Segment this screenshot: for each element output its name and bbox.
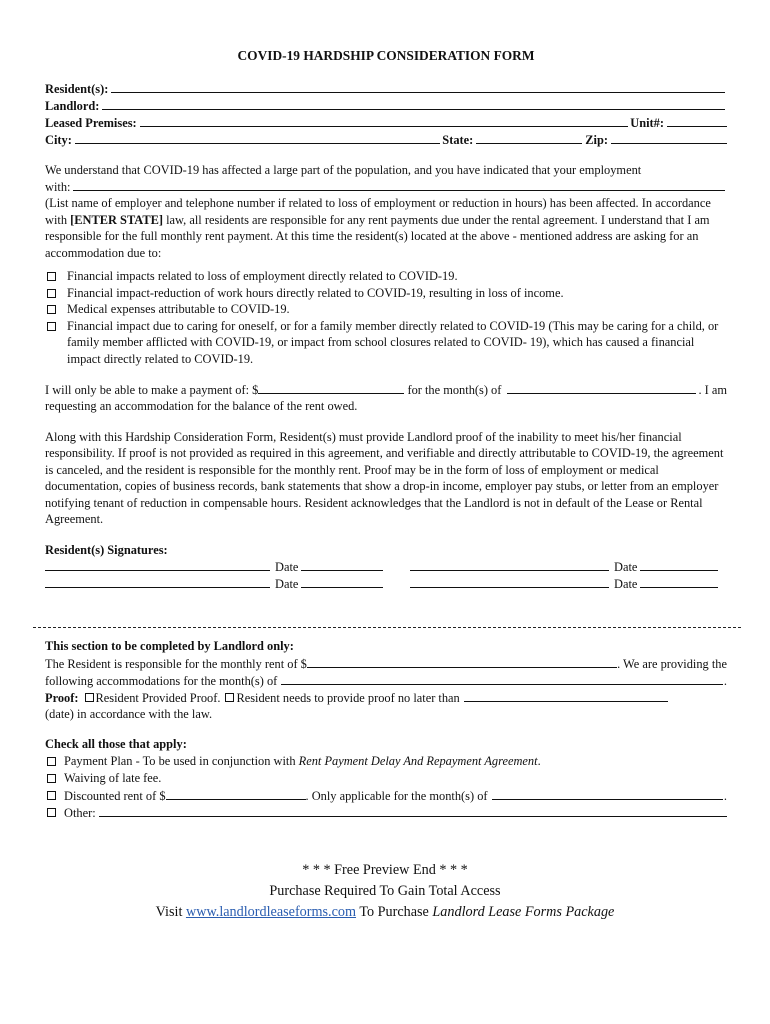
zip-field[interactable] bbox=[611, 131, 727, 144]
proof-paragraph: Along with this Hardship Consideration Form, Resident(s) must provide Landlord proof of the inability to meet his/her financial responsibility. If proof is not provided as required in this agreement, and verifiable and directly attributable to COVID-19, the agreement is canceled, and the resident is responsible for the monthly rent. Proof may be in the form of loss of employment or medical documentation, copies of business records, bank statements that show a drop-in income, employer pay stubs, or letter from an employer notifying tenant of reduction in compensable hours. Resident acknowledges that the Landlord is not in default of the Lease or Rental Agreement. bbox=[45, 429, 724, 526]
checkbox[interactable] bbox=[47, 322, 56, 331]
date-label: Date bbox=[275, 576, 299, 591]
to-purchase-text: To Purchase bbox=[356, 904, 433, 920]
payment-months-field[interactable] bbox=[507, 381, 696, 394]
employer-field[interactable] bbox=[73, 178, 725, 191]
date-field[interactable] bbox=[301, 558, 383, 571]
date-field[interactable] bbox=[301, 575, 383, 588]
date-label: Date bbox=[614, 576, 638, 591]
proof-provided-checkbox[interactable] bbox=[85, 693, 94, 702]
date-label: Date bbox=[275, 560, 299, 574]
visit-text: Visit bbox=[155, 904, 186, 920]
header-fields bbox=[45, 80, 727, 148]
late-fee-checkbox[interactable] bbox=[47, 774, 56, 783]
signatures-section bbox=[45, 542, 727, 592]
signature-column-left bbox=[45, 558, 390, 591]
landlord-label: Landlord: bbox=[45, 98, 100, 113]
with-label: with: bbox=[45, 180, 71, 194]
landlord-field[interactable] bbox=[102, 97, 725, 110]
accommodation-months-field[interactable] bbox=[281, 672, 723, 685]
monthly-rent-row bbox=[45, 655, 727, 672]
proof-row bbox=[45, 689, 727, 706]
proof-deadline-field[interactable] bbox=[464, 689, 668, 702]
payment-text1: I will only be able to make a payment of: $ bbox=[45, 383, 259, 397]
signature-row bbox=[45, 575, 390, 592]
unit-field[interactable] bbox=[667, 114, 727, 127]
repayment-agreement-title: Rent Payment Delay And Repayment Agreement bbox=[298, 753, 538, 768]
leased-premises-label: Leased Premises: bbox=[45, 115, 137, 130]
checkbox[interactable] bbox=[47, 305, 56, 314]
purchase-required-notice: Purchase Required To Gain Total Access bbox=[269, 883, 501, 899]
other-row bbox=[45, 804, 727, 821]
hardship-item-text: Financial impact due to caring for oneself, or for a family member directly related to COVID-19 (This may be caring for a child, or family member afflicted with COVID-19, or impact from school closures related to COVID- 19), which has caused a financial impact directly related to COVID-19. bbox=[67, 318, 719, 366]
other-label: Other: bbox=[64, 805, 96, 820]
check-all-heading: Check all those that apply: bbox=[45, 737, 187, 751]
payment-plan-text-b: . bbox=[537, 753, 541, 768]
signature-row bbox=[45, 558, 390, 575]
payment-plan-checkbox[interactable] bbox=[47, 757, 56, 766]
hardship-item-text: Financial impact-reduction of work hours directly related to COVID-19, resulting in loss of income. bbox=[67, 285, 564, 300]
rent-text3: following accommodations for the month(s) of bbox=[45, 673, 278, 688]
intro-line1: We understand that COVID-19 has affected a large part of the population, and you have indicated that your employment bbox=[45, 162, 642, 177]
website-link[interactable]: www.landlordleaseforms.com bbox=[185, 904, 357, 920]
signature-row bbox=[390, 558, 727, 575]
signature-field[interactable] bbox=[410, 575, 609, 588]
signature-field[interactable] bbox=[410, 558, 609, 571]
residents-label: Resident(s): bbox=[45, 81, 109, 96]
city-row bbox=[45, 131, 727, 148]
section-divider bbox=[33, 627, 741, 628]
date-field[interactable] bbox=[640, 558, 718, 571]
check-all-section bbox=[45, 736, 727, 821]
proof-opt2: Resident needs to provide proof no later than bbox=[236, 690, 460, 705]
landlord-section bbox=[45, 638, 727, 821]
payment-plan-row bbox=[45, 753, 727, 770]
form-title: COVID-19 HARDSHIP CONSIDERATION FORM bbox=[237, 48, 535, 63]
leased-premises-row bbox=[45, 114, 727, 131]
state-field[interactable] bbox=[476, 131, 582, 144]
discounted-months-field[interactable] bbox=[492, 787, 723, 800]
city-label: City: bbox=[45, 132, 72, 147]
proof-text-end: (date) in accordance with the law. bbox=[45, 706, 213, 721]
payment-amount-field[interactable] bbox=[258, 381, 404, 394]
unit-label: Unit#: bbox=[630, 115, 664, 130]
proof-label: Proof: bbox=[45, 690, 79, 705]
hardship-item bbox=[45, 318, 727, 368]
employer-row bbox=[45, 178, 727, 195]
state-label: State: bbox=[442, 132, 474, 147]
signature-grid bbox=[45, 558, 727, 591]
accommodation-row bbox=[45, 672, 727, 689]
form-page bbox=[45, 48, 727, 591]
payment-section bbox=[45, 381, 727, 415]
discounted-rent-text-b: . Only applicable for the month(s) of bbox=[305, 788, 488, 803]
landlord-heading: This section to be completed by Landlord only: bbox=[45, 639, 294, 653]
other-field[interactable] bbox=[99, 804, 727, 817]
payment-row bbox=[45, 381, 727, 398]
leased-premises-field[interactable] bbox=[140, 114, 629, 127]
payment-text3: . I am bbox=[698, 383, 727, 397]
payment-plan-text-a: Payment Plan - To be used in conjunction with bbox=[64, 753, 299, 768]
rent-text4: . bbox=[723, 673, 727, 688]
checkbox[interactable] bbox=[47, 289, 56, 298]
discounted-rent-row bbox=[45, 787, 727, 804]
other-checkbox[interactable] bbox=[47, 808, 56, 817]
intro-body bbox=[45, 195, 727, 261]
signature-row bbox=[390, 575, 727, 592]
hardship-list bbox=[45, 268, 727, 367]
discounted-rent-text-c: . bbox=[723, 788, 727, 803]
signature-column-right bbox=[390, 558, 727, 591]
visit-line bbox=[0, 902, 770, 923]
discounted-rent-checkbox[interactable] bbox=[47, 791, 56, 800]
intro-text-b: law, all residents are responsible for any rent payments due under the rental agreement. I understand that I am responsible for the full monthly rent payment. At this time the resident(s) located at the above - mentioned address are asking for an accommodation due to: bbox=[45, 212, 710, 260]
hardship-item-text: Financial impacts related to loss of employment directly related to COVID-19. bbox=[67, 269, 458, 283]
hardship-item bbox=[45, 285, 727, 302]
proof-opt1: Resident Provided Proof. bbox=[95, 690, 221, 705]
signature-field[interactable] bbox=[45, 575, 270, 588]
rent-text2: . We are providing the bbox=[617, 656, 727, 671]
late-fee-text: Waiving of late fee. bbox=[64, 770, 162, 785]
intro-text-a: (List name of employer and telephone number if related to loss of employment or reduction in hours) has been affected. In accordance with bbox=[45, 196, 711, 227]
discounted-rent-text-a: Discounted rent of $ bbox=[64, 788, 166, 803]
payment-text4: requesting an accommodation for the balance of the rent owed. bbox=[45, 399, 358, 413]
payment-text2: for the month(s) of bbox=[404, 383, 505, 397]
proof-needed-checkbox[interactable] bbox=[225, 693, 234, 702]
hardship-item-text: Medical expenses attributable to COVID-19. bbox=[67, 302, 290, 316]
residents-row bbox=[45, 80, 727, 97]
city-field[interactable] bbox=[75, 131, 440, 144]
payment-plan-text bbox=[64, 753, 541, 770]
zip-label: Zip: bbox=[585, 132, 608, 147]
state-placeholder: [ENTER STATE] bbox=[70, 212, 163, 227]
intro-section bbox=[45, 162, 727, 262]
landlord-row bbox=[45, 97, 727, 114]
hardship-item bbox=[45, 301, 727, 318]
rent-text1: The Resident is responsible for the monthly rent of $ bbox=[45, 656, 307, 671]
signatures-heading: Resident(s) Signatures: bbox=[45, 542, 168, 557]
preview-footer bbox=[0, 860, 770, 923]
residents-field[interactable] bbox=[111, 80, 725, 93]
date-label: Date bbox=[614, 560, 638, 574]
preview-end-notice: * * * Free Preview End * * * bbox=[302, 862, 468, 878]
package-name: Landlord Lease Forms Package bbox=[432, 904, 615, 920]
monthly-rent-field[interactable] bbox=[307, 655, 617, 668]
late-fee-row bbox=[45, 770, 727, 787]
discounted-rent-field[interactable] bbox=[166, 787, 306, 800]
checkbox[interactable] bbox=[47, 272, 56, 281]
date-field[interactable] bbox=[640, 575, 718, 588]
signature-field[interactable] bbox=[45, 558, 270, 571]
hardship-item bbox=[45, 268, 727, 285]
